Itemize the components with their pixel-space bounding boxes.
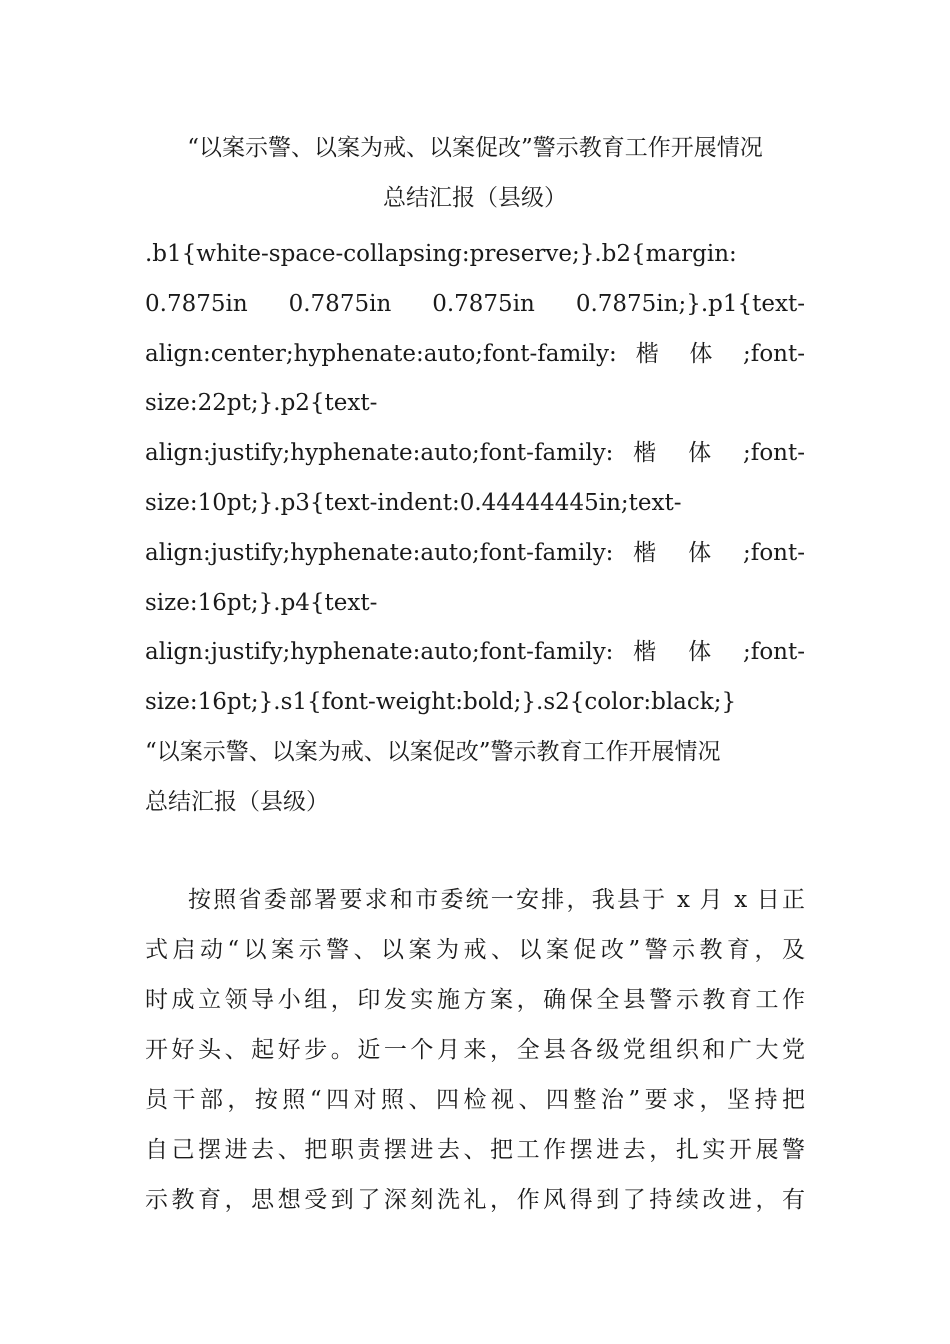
- document-title-line-2: 总结汇报（县级）: [383, 185, 567, 211]
- paragraph-line: 自己摆进去、把职责摆进去、把工作摆进去，扎实开展警: [145, 1137, 805, 1163]
- text-line: “以案示警、以案为戒、以案促改”警示教育工作开展情况: [145, 738, 721, 765]
- paragraph-line: 式启动“以案示警、以案为戒、以案促改”警示教育，及: [145, 937, 805, 963]
- text-line: size:16pt;}.p4{text-: [145, 589, 378, 616]
- text-line: align:justify;hyphenate:auto;font-family: 楷 体 ;font-: [145, 639, 805, 666]
- body-paragraph: [145, 875, 805, 1225]
- text-line: size:16pt;}.s1{font-weight:bold;}.s2{color:black;}: [145, 689, 737, 716]
- paragraph-line: 员干部，按照“四对照、四检视、四整治”要求，坚持把: [145, 1087, 805, 1113]
- text-line: align:justify;hyphenate:auto;font-family: 楷 体 ;font-: [145, 440, 805, 467]
- paragraph-line: 时成立领导小组，印发实施方案，确保全县警示教育工作: [145, 987, 805, 1013]
- text-line: align:justify;hyphenate:auto;font-family: 楷 体 ;font-: [145, 539, 805, 566]
- paragraph-line: 示教育，思想受到了深刻洗礼，作风得到了持续改进，有: [145, 1187, 805, 1213]
- text-line: size:22pt;}.p2{text-: [145, 390, 378, 417]
- text-line: size:10pt;}.p3{text-indent:0.44444445in;text-: [145, 489, 682, 516]
- document-title-line-1: “以案示警、以案为戒、以案促改”警示教育工作开展情况: [187, 135, 763, 161]
- paragraph-line: 开好头、起好步。近一个月来，全县各级党组织和广大党: [145, 1037, 805, 1063]
- paragraph-line: 按照省委部署要求和市委统一安排，我县于 x 月 x 日正: [188, 887, 805, 913]
- text-line: .b1{white-space-collapsing:preserve;}.b2{margin:: [145, 241, 737, 267]
- raw-style-text-block: [145, 230, 805, 828]
- text-line: 0.7875in 0.7875in 0.7875in 0.7875in;}.p1{text-: [145, 290, 805, 317]
- text-line: 总结汇报（县级）: [145, 788, 329, 815]
- text-line: align:center;hyphenate:auto;font-family: 楷 体 ;font-: [145, 340, 805, 367]
